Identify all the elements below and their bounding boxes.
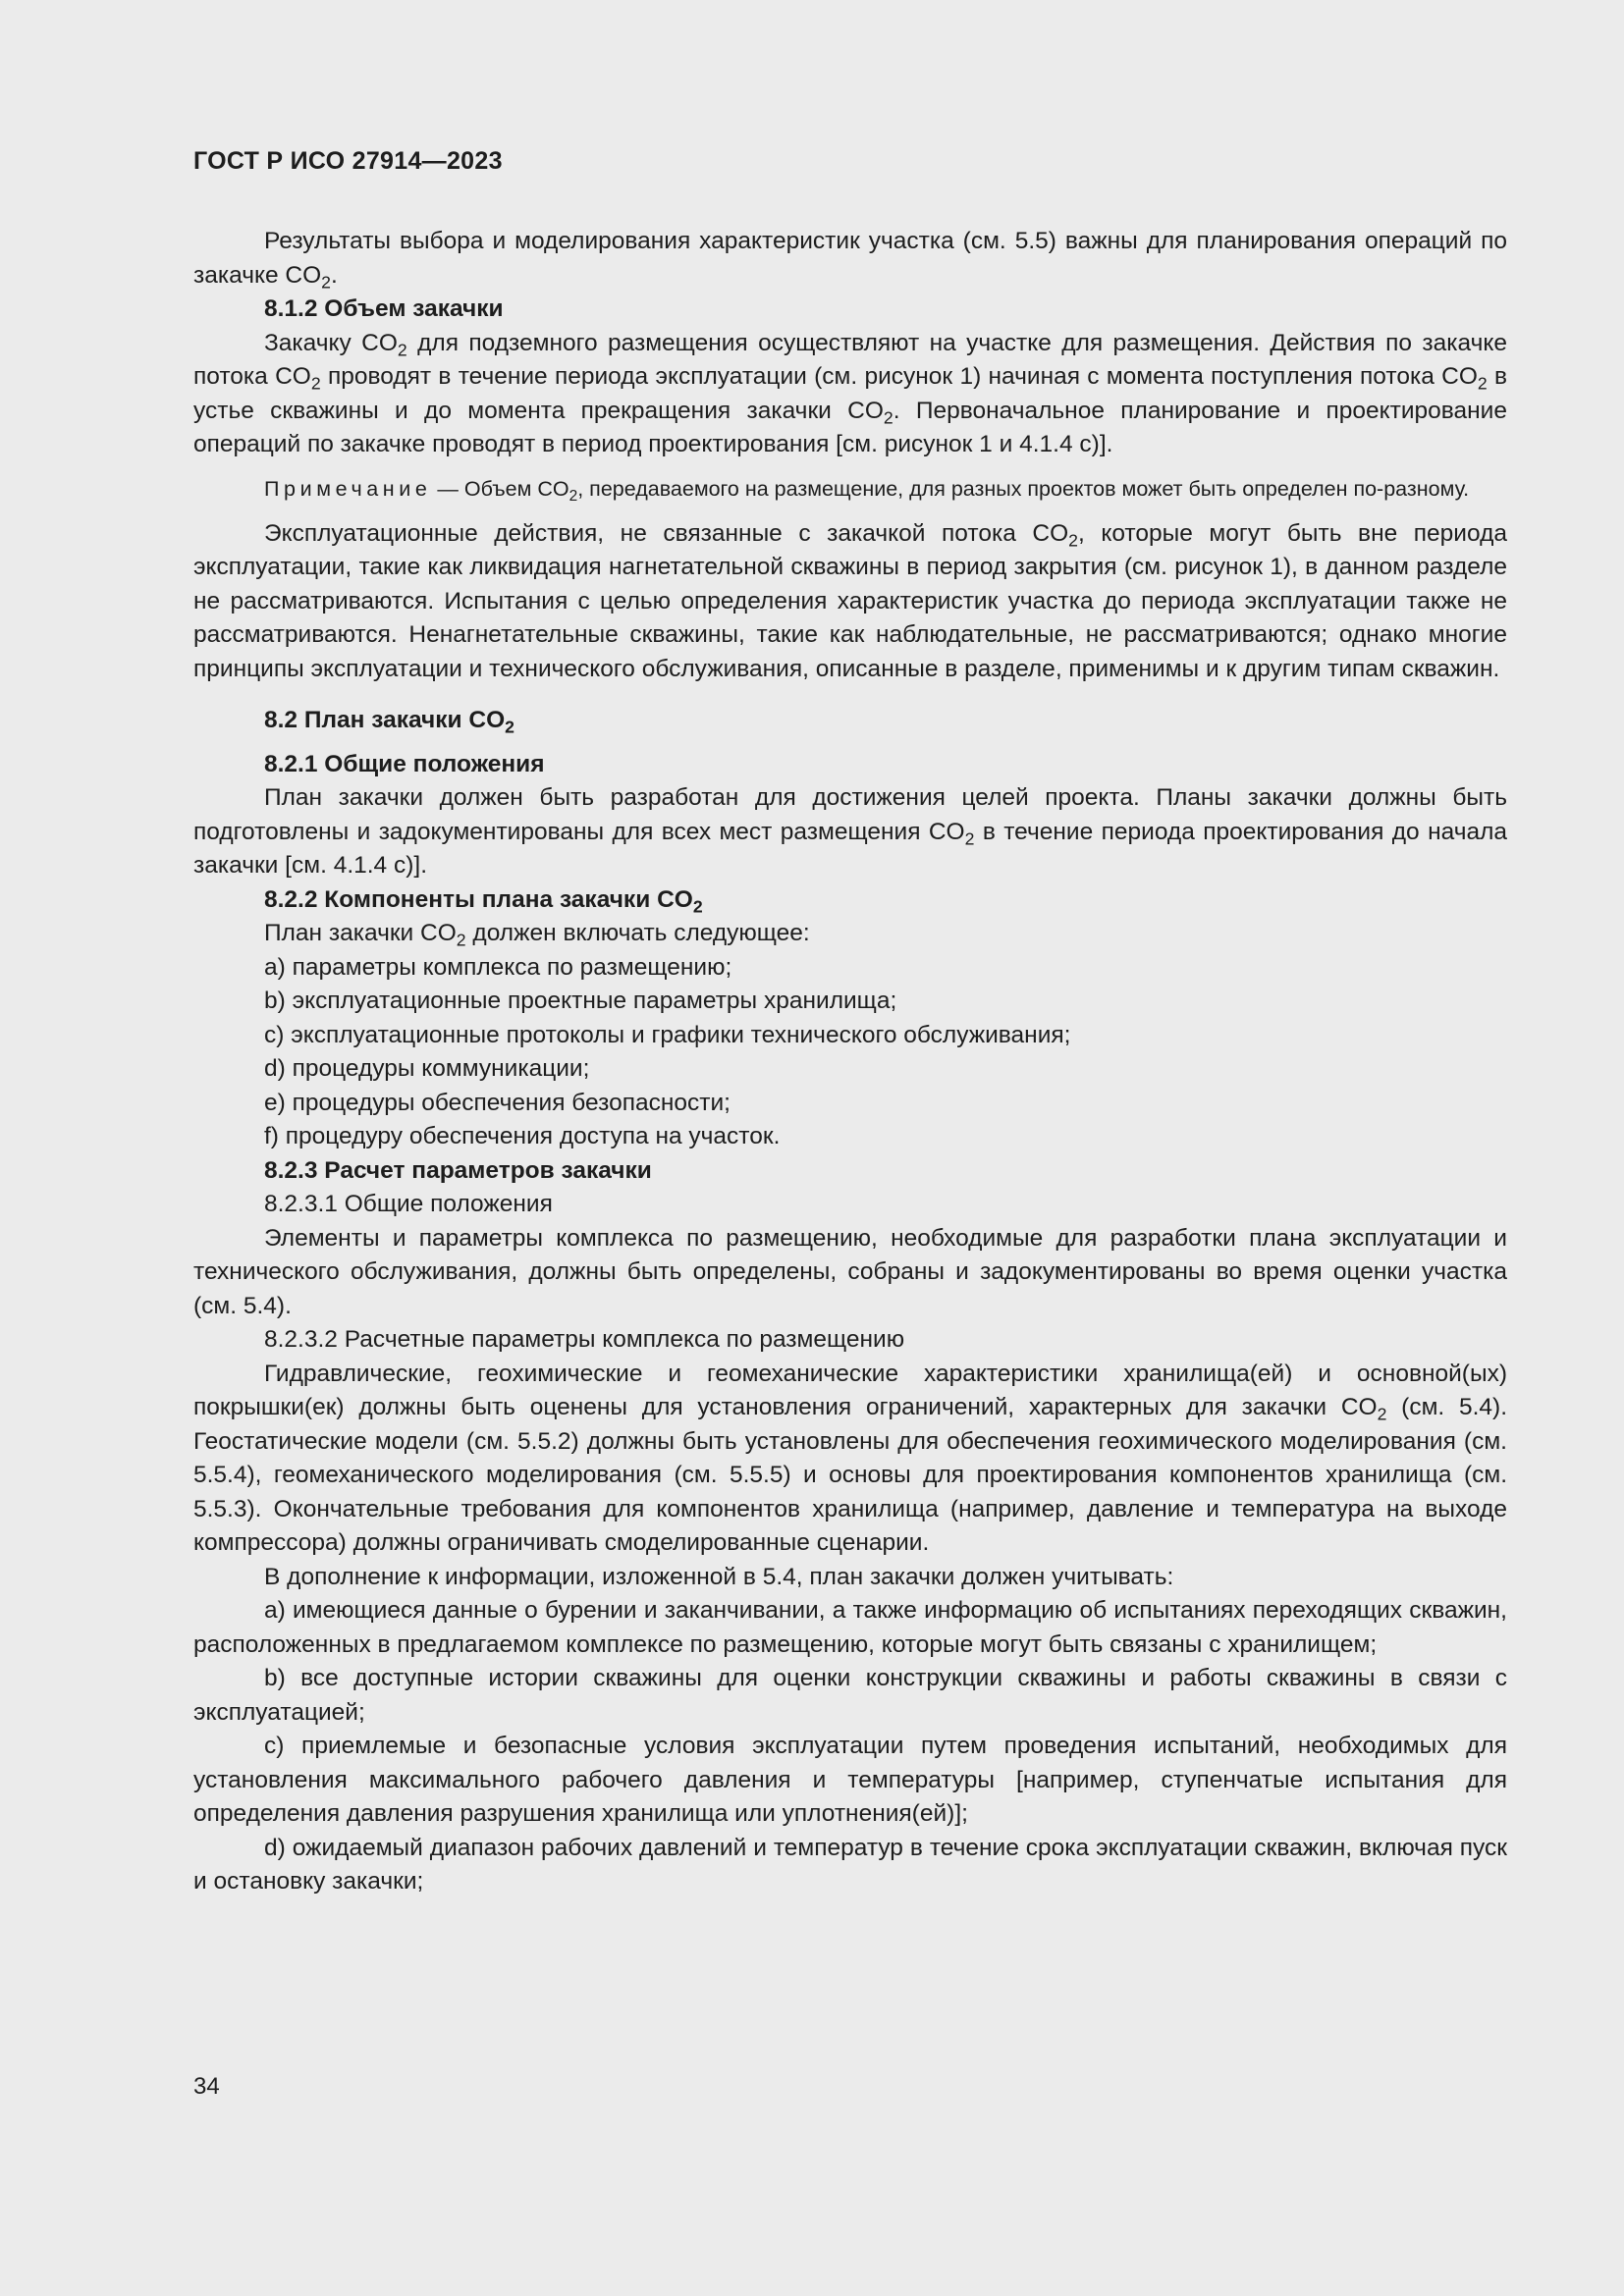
paragraph-8-2-3-1: Элементы и параметры комплекса по размещению, необходимые для разработки плана эксплуатации и технического обслуживания, должны быть определены, собраны и задокументированы во время оценки участка (см. 5.4).	[193, 1224, 1507, 1319]
list-item: e) процедуры обеспечения безопасности;	[264, 1089, 731, 1116]
document-body	[193, 225, 1507, 1899]
list-item: d) процедуры коммуникации;	[264, 1055, 590, 1082]
note-paragraph: Примечание — Объем $CO_2$, передаваемого на размещение, для разных проектов может быть определен по-разному.	[264, 476, 1470, 505]
paragraph-8-2-2: План закачки $CO_2$ должен включать следующее:	[264, 920, 810, 950]
list-item-c: c) приемлемые и безопасные условия эксплуатации путем проведения испытаний, необходимых для установления максимального рабочего давления и температуры [например, ступенчатые испытания для определения давления разрушения хранилища или уплотнения(ей)];	[193, 1733, 1507, 1827]
list-item: b) эксплуатационные проектные параметры хранилища;	[264, 988, 897, 1014]
operations-paragraph: Эксплуатационные действия, не связанные с закачкой потока $CO_2$, которые могут быть вне периода эксплуатации, такие как ликвидация нагнетательной скважины в период закрытия (см. рисунок 1), в данном разделе не рассматриваются. Испытания с целью определения характеристик участка до периода эксплуатации также не рассматриваются. Ненагнетательные скважины, такие как наблюдательные, не рассматриваются; однако многие принципы эксплуатации и технического обслуживания, описанные в разделе, применимы и к другим типам скважин.	[193, 519, 1508, 682]
list-item-b: b) все доступные истории скважины для оценки конструкции скважины и работы скважины в связи с эксплуатацией;	[193, 1665, 1507, 1726]
heading-8-2: 8.2 План закачки $CO_2$	[264, 707, 514, 737]
paragraph-8-2-3-2: Гидравлические, геохимические и геомеханические характеристики хранилища(ей) и основной(ых) покрышки(ек) должны быть оценены для установления ограничений, характерных для закачки $CO_2$ (см. 5.4). Геостатические модели (см. 5.5.2) должны быть установлены для обеспечения геохимического моделирования (см. 5.5.4), геомеханического моделирования (см. 5.5.5) и основы для проектирования компонентов хранилища (см. 5.5.3). Окончательные требования для компонентов хранилища (например, давление и температура на выходе компрессора) должны ограничивать смоделированные сценарии.	[193, 1360, 1508, 1556]
note-label: Примечание	[264, 476, 432, 501]
heading-8-2-3: 8.2.3 Расчет параметров закачки	[264, 1156, 652, 1184]
list-item-a: a) имеющиеся данные о бурении и заканчивании, а также информацию об испытаниях переходящих скважин, расположенных в предлагаемом комплексе по размещению, которые могут быть связаны с хранилищем;	[193, 1597, 1507, 1658]
paragraph-8-1-2: Закачку $CO_2$ для подземного размещения осуществляют на участке для размещения. Действия по закачке потока $CO_2$ проводят в течение периода эксплуатации (см. рисунок 1) начиная с момента поступления потока $CO_2$ в устье скважины и до момента прекращения закачки $CO_2$. Первоначальное планирование и проектирование операций по закачке проводят в период проектирования [см. рисунок 1 и 4.1.4 c)].	[193, 329, 1507, 457]
list-item: c) эксплуатационные протоколы и графики технического обслуживания;	[264, 1021, 1071, 1048]
heading-8-2-1: 8.2.1 Общие положения	[264, 750, 545, 777]
list-item: f) процедуру обеспечения доступа на участок.	[264, 1123, 781, 1149]
document-header: ГОСТ Р ИСО 27914—2023	[193, 147, 503, 175]
subheading-8-2-3-2: 8.2.3.2 Расчетные параметры комплекса по размещению	[264, 1326, 905, 1353]
subheading-8-2-3-1: 8.2.3.1 Общие положения	[264, 1191, 553, 1217]
heading-8-1-2: 8.1.2 Объем закачки	[264, 295, 504, 322]
page-number: 34	[193, 2073, 220, 2100]
heading-8-2-2: 8.2.2 Компоненты плана закачки $CO_2$	[264, 885, 703, 917]
addition-paragraph: В дополнение к информации, изложенной в 5.4, план закачки должен учитывать:	[264, 1563, 1174, 1590]
paragraph-8-2-1: План закачки должен быть разработан для достижения целей проекта. Планы закачки должны быть подготовлены и задокументированы для всех мест размещения $CO_2$ в течение периода проектирования до начала закачки [см. 4.1.4 c)].	[193, 784, 1508, 879]
list-item-d: d) ожидаемый диапазон рабочих давлений и температур в течение срока эксплуатации скважин, включая пуск и остановку закачки;	[193, 1834, 1507, 1895]
intro-paragraph: Результаты выбора и моделирования характеристик участка (см. 5.5) важны для планирования операций по закачке $CO_2$.	[193, 228, 1507, 293]
list-item: a) параметры комплекса по размещению;	[264, 953, 732, 981]
document-page	[193, 0, 1507, 2296]
